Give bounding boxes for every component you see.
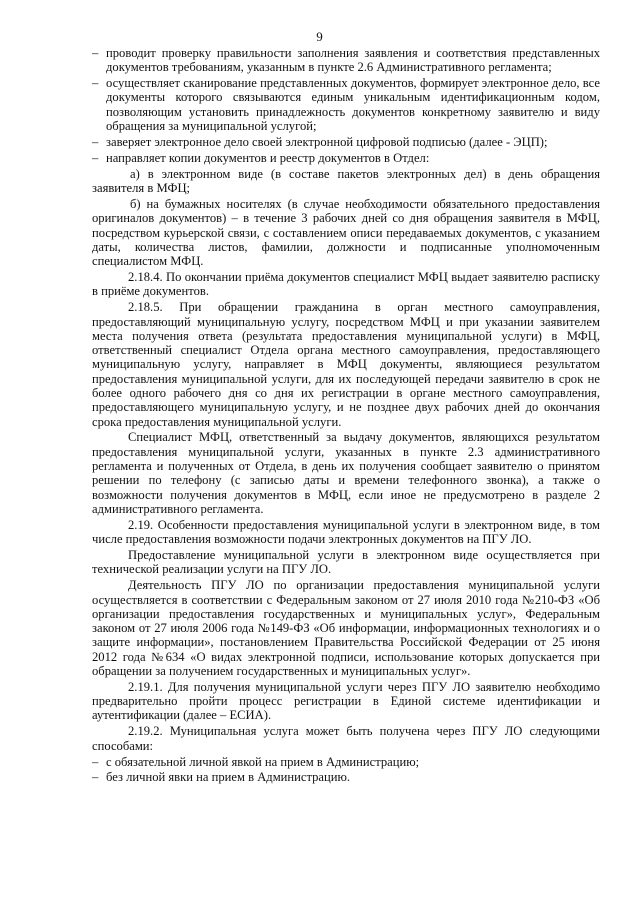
bullet-item-scanning [92, 76, 600, 133]
bullet-text: с обязательной личной явкой на прием в Администрацию; [106, 754, 420, 769]
paragraph-2-19-2: 2.19.2. Муниципальная услуга может быть получена через ПГУ ЛО следующими способами: [92, 724, 600, 753]
dash-marker: – [92, 770, 99, 785]
document-body [92, 46, 600, 786]
paragraph-2-19-1: 2.19.1. Для получения муниципальной услуги через ПГУ ЛО заявителю необходимо предварительно пройти процесс регистрации в Единой системе идентификации и аутентификации (далее – ЕСИА). [92, 679, 600, 723]
dash-marker: – [92, 150, 99, 165]
dash-marker: – [92, 754, 99, 769]
bullet-text: без личной явки на прием в Администрацию. [106, 770, 351, 785]
dash-marker: – [92, 76, 99, 91]
bullet-item-digital-signature [92, 135, 600, 149]
bullet-text: проводит проверку правильности заполнения заявления и соответствия представленных документов требованиям, указанным в пункте 2.6 Административного регламента; [106, 46, 600, 75]
subitem-paper: б) на бумажных носителях (в случае необходимости обязательного предоставления оригиналов документов) – в течение 3 рабочих дней со дня обращения заявителя в МФЦ, посредством курьерской связи, с составлением описи передаваемых документов, с указанием даты, количества листов, фамилии, должности и подписанные уполномоченным специалистом МФЦ. [92, 196, 600, 269]
bullet-item-without-personal-visit [92, 770, 600, 784]
bullet-item-with-personal-visit [92, 755, 600, 769]
paragraph-2-18-4: 2.18.4. По окончании приёма документов специалист МФЦ выдает заявителю расписку в приёме документов. [92, 270, 600, 299]
dash-marker: – [92, 46, 99, 60]
bullet-item-check-application [92, 46, 600, 75]
paragraph-2-18-5: 2.18.5. При обращении гражданина в орган местного самоуправления, предоставляющий муниципальную услугу, посредством МФЦ и при указании заявителем места получения ответа (результата предоставления муниципальной услуги) в МФЦ, ответственный специалист Отдела органа местного самоуправления, предоставляющего муниципальную услугу, направляет в МФЦ документы, являющиеся результатом предоставления муниципальной услуги, для их последующей передачи заявителю в срок не более одного рабочего дня со дня их регистрации в органе местного самоуправления, предоставляющего муниципальную услугу, и не позднее двух рабочих дней до окончания срока предоставления муниципальной услуги. [92, 300, 600, 429]
bullet-item-send-copies [92, 151, 600, 165]
bullet-text: осуществляет сканирование представленных документов, формирует электронное дело, все документы которого связываются единым уникальным идентификационным кодом, позволяющим установить принадлежность документов конкретному заявителю и виду обращения за муниципальной услугой; [106, 76, 600, 134]
bullet-text: заверяет электронное дело своей электронной цифровой подписью (далее - ЭЦП); [106, 134, 548, 149]
page-number: 9 [316, 29, 323, 44]
paragraph-2-19: 2.19. Особенности предоставления муниципальной услуги в электронном виде, в том числе предоставления возможности подачи электронных документов на ПГУ ЛО. [92, 517, 600, 547]
paragraph-pgu-activity: Деятельность ПГУ ЛО по организации предоставления муниципальной услуги осуществляется в соответствии с Федеральным законом от 27 июля 2010 года №210-ФЗ «Об организации предоставления государственных и муниципальных услуг», Федеральным законом от 27 июля 2006 года №149-ФЗ «Об информации, информационных технологиях и о защите информации», постановлением Правительства Российской Федерации от 25 июня 2012 года №634 «О видах электронной подписи, использование которых допускается при обращении за получением государственных и муниципальных услуг». [92, 578, 600, 678]
paragraph-specialist-mfc: Специалист МФЦ, ответственный за выдачу документов, являющихся результатом предоставления муниципальной услуги, указанных в пункте 2.3 административного регламента и полученных от Отдела, в день их получения сообщает заявителю о принятом решении по телефону (с записью даты и времени телефонного звонка), а также о возможности получения документов в МФЦ, если иное не предусмотрено в разделе 2 административного регламента. [92, 430, 600, 516]
paragraph-electronic-provision: Предоставление муниципальной услуги в электронном виде осуществляется при технической реализации услуги на ПГУ ЛО. [92, 548, 600, 577]
dash-marker: – [92, 134, 99, 149]
subitem-electronic: а) в электронном виде (в составе пакетов электронных дел) в день обращения заявителя в МФЦ; [92, 166, 600, 196]
bullet-text: направляет копии документов и реестр документов в Отдел: [106, 150, 430, 165]
